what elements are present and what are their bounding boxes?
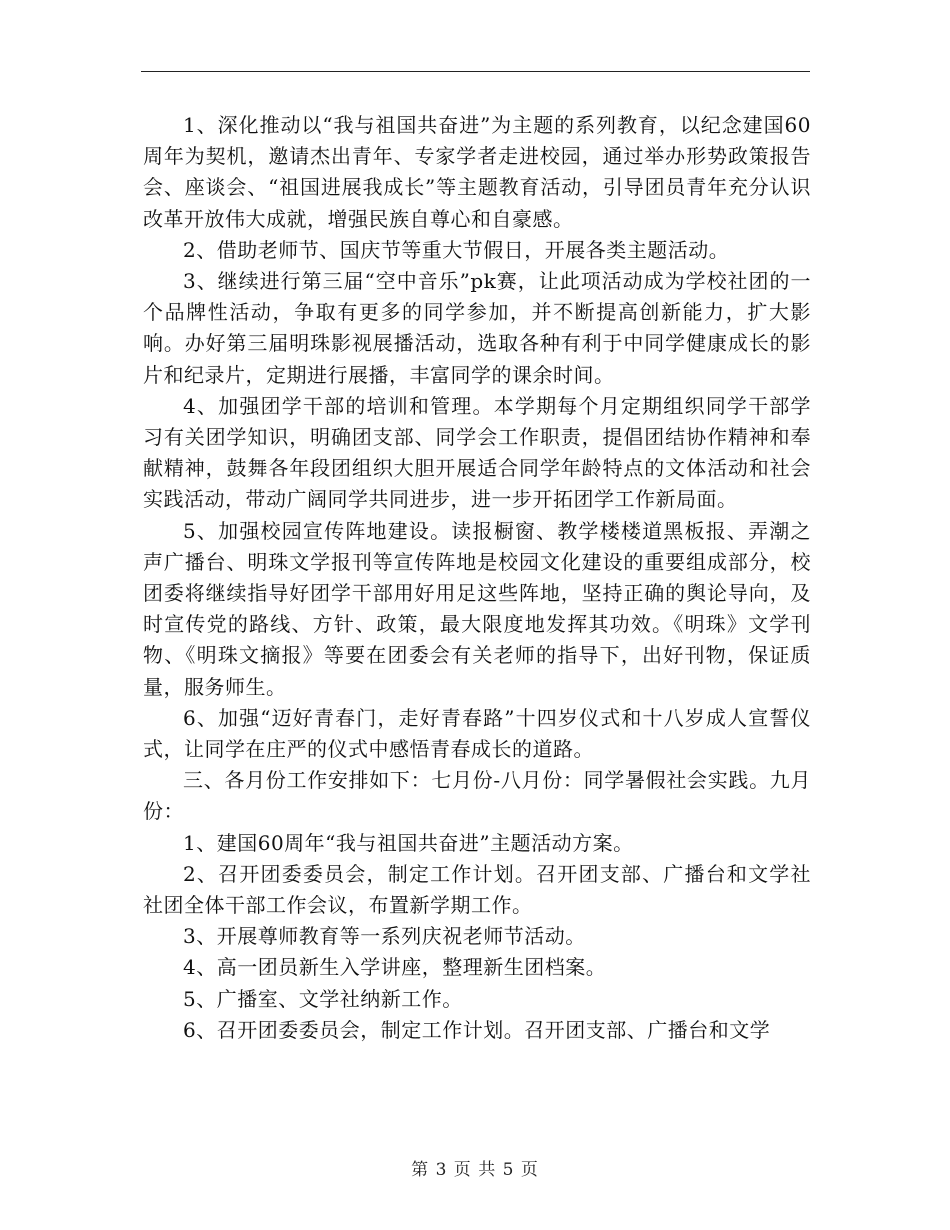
paragraph: 5、广播室、文学社纳新工作。 [183, 986, 463, 1011]
page-number-footer: 第 3 页 共 5 页 [411, 1160, 539, 1180]
paragraph: 6、召开团委委员会，制定工作计划。召开团支部、广播台和文学 [183, 1017, 771, 1042]
paragraph: 5、加强校园宣传阵地建设。读报橱窗、教学楼楼道黑板报、弄潮之声广播台、明珠文学报刊等宣传阵地是校园文化建设的重要组成部分，校团委将继续指导好团学干部用好用足这些阵地，坚持正确的舆论导向，及时宣传党的路线、方针、政策，最大限度地发挥其功效。《明珠》文学刊物、《明珠文摘报》等要在团委会有关老师的指导下，出好刊物，保证质量，服务师生。 [143, 518, 811, 699]
paragraph: 4、高一团员新生入学讲座，整理新生团档案。 [183, 955, 607, 980]
paragraph: 三、各月份工作安排如下：七月份-八月份：同学暑假社会实践。九月份： [143, 768, 811, 824]
paragraph: 4、加强团学干部的培训和管理。本学期每个月定期组织同学干部学习有关团学知识，明确团支部、同学会工作职责，提倡团结协作精神和奉献精神，鼓舞各年段团组织大胆开展适合同学年龄特点的文体活动和社会实践活动，带动广阔同学共同进步，进一步开拓团学工作新局面。 [143, 393, 811, 512]
paragraph: 3、开展尊师教育等一系列庆祝老师节活动。 [183, 924, 586, 949]
paragraph: 6、加强“迈好青春门，走好青春路”十四岁仪式和十八岁成人宣誓仪式，让同学在庄严的仪式中感悟青春成长的道路。 [143, 705, 811, 762]
paragraph: 1、深化推动以“我与祖国共奋进”为主题的系列教育，以纪念建国60周年为契机，邀请杰出青年、专家学者走进校园，通过举办形势政策报告会、座谈会、“祖国进展我成长”等主题教育活动，引导团员青年充分认识改革开放伟大成就，增强民族自尊心和自豪感。 [143, 113, 811, 231]
header-rule [141, 71, 810, 72]
paragraph: 2、召开团委委员会，制定工作计划。召开团支部、广播台和文学社社团全体干部工作会议，布置新学期工作。 [143, 861, 811, 918]
document-body [143, 110, 811, 1046]
paragraph: 2、借助老师节、国庆节等重大节假日，开展各类主题活动。 [183, 237, 730, 262]
paragraph: 1、建国60周年“我与祖国共奋进”主题活动方案。 [183, 830, 634, 855]
paragraph: 3、继续进行第三届“空中音乐”pk赛，让此项活动成为学校社团的一个品牌性活动，争取有更多的同学参加，并不断提高创新能力，扩大影响。办好第三届明珠影视展播活动，选取各种有利于中同学健康成长的影片和纪录片，定期进行展播，丰富同学的课余时间。 [143, 269, 811, 387]
